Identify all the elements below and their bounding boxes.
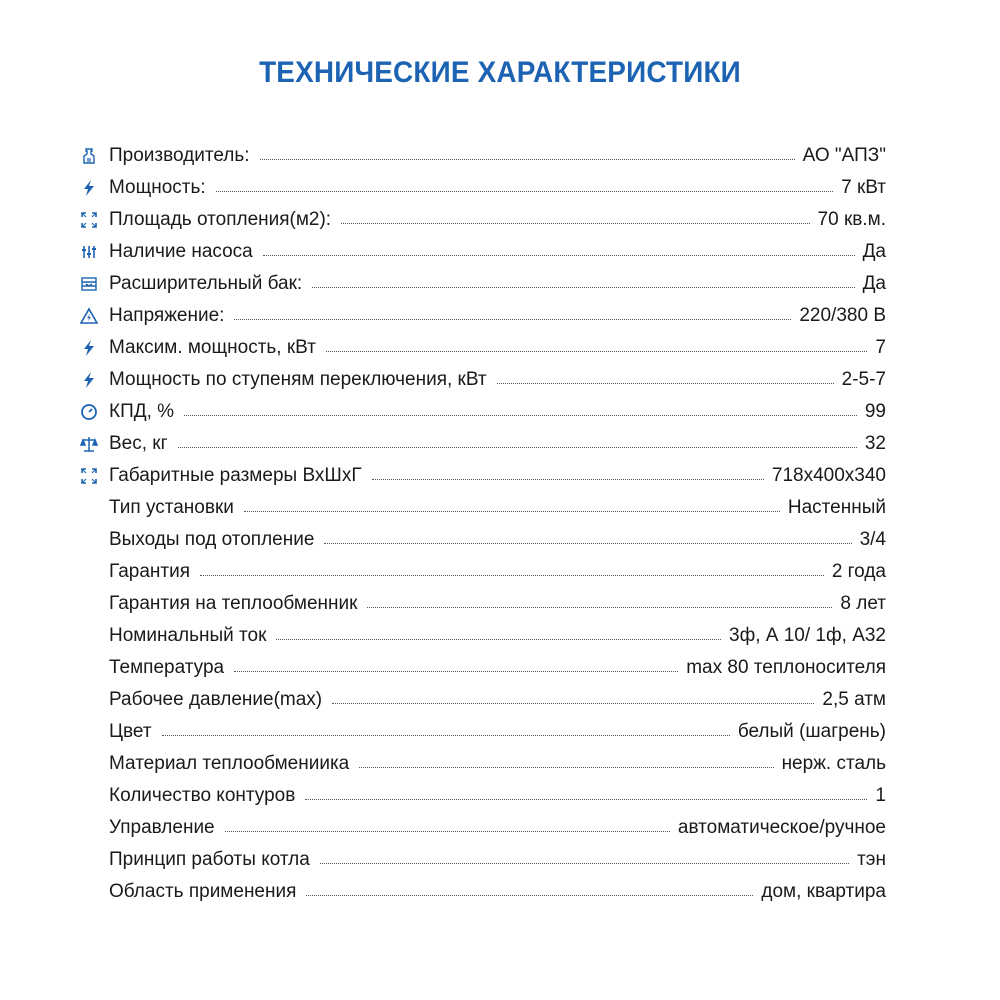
spec-label: Гарантия xyxy=(109,561,191,582)
spacer xyxy=(78,529,100,551)
gauge-icon xyxy=(78,401,100,423)
spec-label: Тип установки xyxy=(109,497,234,518)
spec-value: Да xyxy=(862,241,886,262)
spec-value: дом, квартира xyxy=(761,881,886,902)
spec-label: Наличие насоса xyxy=(109,241,253,262)
spec-value: автоматическое/ручное xyxy=(677,817,886,838)
spec-row xyxy=(78,332,886,364)
spec-label: Цвет xyxy=(109,721,152,742)
spec-row xyxy=(78,140,886,172)
spec-label: Принцип работы котла xyxy=(109,849,310,870)
spec-value: 718x400x340 xyxy=(771,465,886,486)
lightning-icon xyxy=(78,177,100,199)
spec-value: 2-5-7 xyxy=(841,369,886,390)
spec-value: 8 лет xyxy=(840,593,886,614)
spec-value: 3/4 xyxy=(859,529,886,550)
spec-label: Напряжение: xyxy=(109,305,225,326)
spacer xyxy=(78,593,100,615)
spacer xyxy=(78,817,100,839)
dot-leader xyxy=(234,670,678,672)
spec-value: 32 xyxy=(864,433,886,454)
spec-label: Расширительный бак: xyxy=(109,273,303,294)
spec-row xyxy=(78,300,886,332)
dot-leader xyxy=(184,414,857,416)
dot-leader xyxy=(216,190,833,192)
spec-label: Рабочее давление(max) xyxy=(109,689,323,710)
area-expand-icon xyxy=(78,209,100,231)
dot-leader xyxy=(305,798,867,800)
voltage-warning-icon xyxy=(78,305,100,327)
dot-leader xyxy=(276,638,721,640)
spec-row xyxy=(78,492,886,524)
spec-label: Гарантия на теплообменник xyxy=(109,593,358,614)
spec-value: 2 года xyxy=(831,561,886,582)
spec-value: АО "АПЗ" xyxy=(802,145,886,166)
dot-leader xyxy=(312,286,854,288)
spec-label: Область применения xyxy=(109,881,297,902)
dot-leader xyxy=(200,574,824,576)
spec-row xyxy=(78,396,886,428)
spec-label: КПД, % xyxy=(109,401,175,422)
spec-value: Да xyxy=(862,273,886,294)
spec-value: 220/380 В xyxy=(799,305,886,326)
spec-row xyxy=(78,812,886,844)
spec-value: 7 xyxy=(875,337,886,358)
spec-value: max 80 теплоносителя xyxy=(686,657,886,678)
spec-value: 3ф, А 10/ 1ф, А32 xyxy=(729,625,886,646)
spec-row xyxy=(78,460,886,492)
spec-value: нерж. сталь xyxy=(781,753,886,774)
spec-row xyxy=(78,172,886,204)
spec-row xyxy=(78,620,886,652)
spec-label: Габаритные размеры ВхШхГ xyxy=(109,465,362,486)
spec-value: 7 кВт xyxy=(841,177,886,198)
spec-value: 70 кв.м. xyxy=(817,209,886,230)
spacer xyxy=(78,625,100,647)
spec-label: Максим. мощность, кВт xyxy=(109,337,316,358)
spec-label: Управление xyxy=(109,817,215,838)
dot-leader xyxy=(260,158,795,160)
spec-label: Вес, кг xyxy=(109,433,168,454)
spec-row xyxy=(78,652,886,684)
spec-row xyxy=(78,236,886,268)
page-title: ТЕХНИЧЕСКИЕ ХАРАКТЕРИСТИКИ xyxy=(259,56,741,89)
spec-value: белый (шагрень) xyxy=(737,721,886,742)
spacer xyxy=(78,785,100,807)
spec-row xyxy=(78,780,886,812)
dot-leader xyxy=(234,318,791,320)
spacer xyxy=(78,849,100,871)
area-expand-icon xyxy=(78,465,100,487)
spacer xyxy=(78,657,100,679)
spec-label: Мощность по ступеням переключения, кВт xyxy=(109,369,487,390)
specs-list xyxy=(78,140,886,908)
spec-label: Температура xyxy=(109,657,225,678)
spacer xyxy=(78,689,100,711)
spec-row xyxy=(78,684,886,716)
spec-row xyxy=(78,588,886,620)
spacer xyxy=(78,497,100,519)
spec-label: Производитель: xyxy=(109,145,250,166)
dot-leader xyxy=(162,734,730,736)
dot-leader xyxy=(372,478,764,480)
spec-label: Площадь отопления(м2): xyxy=(109,209,332,230)
spec-value: 2,5 атм xyxy=(822,689,886,710)
dot-leader xyxy=(320,862,849,864)
dot-leader xyxy=(332,702,814,704)
lightning-icon xyxy=(78,337,100,359)
manufacturer-icon xyxy=(78,145,100,167)
dot-leader xyxy=(326,350,868,352)
dot-leader xyxy=(225,830,670,832)
dot-leader xyxy=(244,510,780,512)
spacer xyxy=(78,721,100,743)
spacer xyxy=(78,561,100,583)
spec-label: Номинальный ток xyxy=(109,625,267,646)
spec-label: Материал теплообмениика xyxy=(109,753,350,774)
spec-row xyxy=(78,268,886,300)
spec-row xyxy=(78,524,886,556)
spec-row xyxy=(78,556,886,588)
spec-row xyxy=(78,204,886,236)
dot-leader xyxy=(263,254,855,256)
spec-label: Мощность: xyxy=(109,177,206,198)
spec-row xyxy=(78,364,886,396)
spec-value: тэн xyxy=(857,849,886,870)
dot-leader xyxy=(341,222,809,224)
scales-icon xyxy=(78,433,100,455)
spec-row xyxy=(78,844,886,876)
dot-leader xyxy=(497,382,834,384)
spec-row xyxy=(78,716,886,748)
pump-icon xyxy=(78,241,100,263)
spec-value: 99 xyxy=(864,401,886,422)
dot-leader xyxy=(324,542,851,544)
lightning-icon xyxy=(78,369,100,391)
spacer xyxy=(78,881,100,903)
spec-row xyxy=(78,748,886,780)
dot-leader xyxy=(306,894,753,896)
dot-leader xyxy=(178,446,857,448)
tank-icon xyxy=(78,273,100,295)
spec-value: Настенный xyxy=(787,497,886,518)
spec-row xyxy=(78,876,886,908)
spec-value: 1 xyxy=(875,785,886,806)
dot-leader xyxy=(367,606,832,608)
spec-label: Количество контуров xyxy=(109,785,296,806)
spec-label: Выходы под отопление xyxy=(109,529,315,550)
dot-leader xyxy=(359,766,773,768)
spacer xyxy=(78,753,100,775)
spec-row xyxy=(78,428,886,460)
